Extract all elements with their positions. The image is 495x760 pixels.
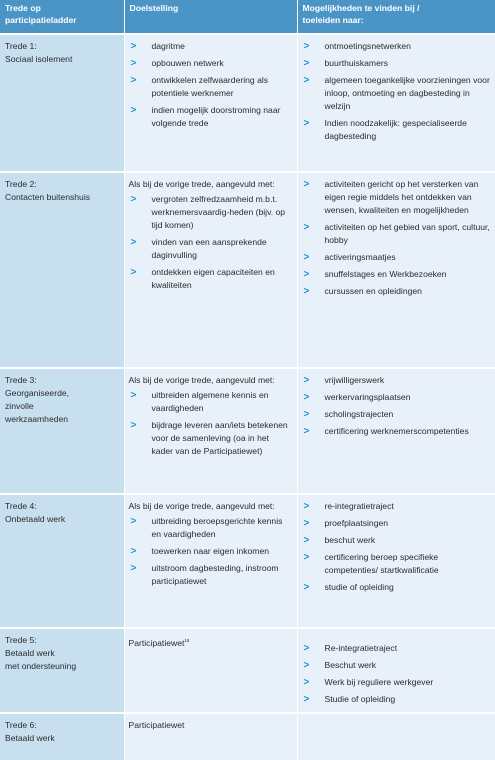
list-item-text: toewerken naar eigen inkomen — [151, 546, 270, 556]
list-item-text: algemeen toegankelijke voorzieningen voor inloop, ontmoeting en dagbesteding in welzijn — [324, 75, 490, 111]
goal-text: Participatiewet — [128, 637, 185, 648]
list-item — [129, 419, 293, 458]
list-item-text: snuffelstages en Werkbezoeken — [324, 269, 447, 279]
list-item — [302, 676, 492, 689]
opportunity-cell — [297, 494, 495, 628]
list-item-text: Studie of opleiding — [324, 694, 396, 704]
table-row — [0, 713, 495, 760]
list-item — [129, 40, 293, 53]
bullet-chevron-icon: > — [130, 75, 137, 86]
bullet-chevron-icon: > — [303, 694, 310, 705]
bullet-chevron-icon: > — [303, 501, 310, 512]
list-item — [129, 562, 293, 588]
list-item — [302, 40, 492, 53]
opportunity-cell — [297, 172, 495, 368]
list-item-text: Werk bij reguliere werkgever — [324, 677, 434, 687]
bullet-chevron-icon: > — [130, 105, 137, 116]
goal-cell — [124, 172, 297, 368]
bullet-chevron-icon: > — [130, 58, 137, 69]
bullet-chevron-icon: > — [130, 237, 137, 248]
list-item-text: Re-integratietraject — [324, 643, 398, 653]
list-item — [302, 285, 492, 298]
list-item-text: ontdekken eigen capaciteiten en kwaliteiten — [151, 267, 275, 290]
list-item — [302, 408, 492, 421]
list-item — [302, 74, 492, 113]
opportunity-list — [302, 178, 492, 298]
bullet-chevron-icon: > — [130, 546, 137, 557]
list-item-text: uitstroom dagbesteding, instroom participatiewet — [151, 563, 279, 586]
level-cell: Trede 5: Betaald werk met ondersteuning — [0, 628, 124, 713]
bullet-chevron-icon: > — [303, 392, 310, 403]
list-item-text: vinden van een aansprekende daginvulling — [151, 237, 267, 260]
list-item — [302, 517, 492, 530]
goal-list — [129, 40, 293, 130]
list-item-text: uitbreiden algemene kennis en vaardigheden — [151, 390, 269, 413]
table-row — [0, 628, 495, 713]
list-item — [129, 236, 293, 262]
list-item-text: bijdrage leveren aan/iets betekenen voor de samenleving (oa in het kader van de Participatiewet) — [151, 420, 288, 456]
list-item-text: proefplaatsingen — [324, 518, 389, 528]
list-item — [129, 193, 293, 232]
list-item — [302, 534, 492, 547]
bullet-chevron-icon: > — [303, 375, 310, 386]
list-item — [302, 581, 492, 594]
header-mogelijkheden: Mogelijkheden te vinden bij / toeleiden naar: — [297, 0, 495, 34]
list-item-text: ontmoetingsnetwerken — [324, 41, 411, 51]
list-item — [129, 389, 293, 415]
bullet-chevron-icon: > — [303, 582, 310, 593]
header-row — [0, 0, 495, 34]
list-item-text: re-integratietraject — [324, 501, 394, 511]
list-item-text: vrijwilligerswerk — [324, 375, 385, 385]
list-item-text: activiteiten op het gebied van sport, cultuur, hobby — [324, 222, 490, 245]
list-item — [302, 500, 492, 513]
bullet-chevron-icon: > — [303, 286, 310, 297]
opportunity-cell — [297, 628, 495, 713]
list-item — [302, 551, 492, 577]
list-item — [302, 268, 492, 281]
list-item-text: dagritme — [151, 41, 185, 51]
bullet-chevron-icon: > — [130, 563, 137, 574]
list-item — [129, 74, 293, 100]
list-item — [302, 251, 492, 264]
goal-intro: Als bij de vorige trede, aangevuld met: — [128, 375, 275, 385]
list-item — [302, 391, 492, 404]
goal-text: Participatiewet — [128, 720, 185, 730]
table-row — [0, 494, 495, 628]
level-cell: Trede 1: Sociaal isolement — [0, 34, 124, 172]
goal-list — [129, 193, 293, 292]
list-item — [302, 693, 492, 706]
table-row — [0, 172, 495, 368]
bullet-chevron-icon: > — [303, 409, 310, 420]
list-item — [302, 374, 492, 387]
list-item — [129, 104, 293, 130]
bullet-chevron-icon: > — [130, 390, 137, 401]
list-item — [302, 659, 492, 672]
bullet-chevron-icon: > — [130, 267, 137, 278]
list-item-text: Beschut werk — [324, 660, 377, 670]
bullet-chevron-icon: > — [303, 643, 310, 654]
bullet-chevron-icon: > — [130, 41, 137, 52]
goal-cell — [124, 494, 297, 628]
list-item — [302, 178, 492, 217]
list-item-text: cursussen en opleidingen — [324, 286, 422, 296]
list-item-text: buurthuiskamers — [324, 58, 389, 68]
bullet-chevron-icon: > — [130, 516, 137, 527]
goal-cell — [124, 34, 297, 172]
list-item-text: beschut werk — [324, 535, 376, 545]
list-item-text: certificering beroep specifieke competenties/ startkwalificatie — [324, 552, 439, 575]
header-trede: Trede op participatieladder — [0, 0, 124, 34]
list-item-text: studie of opleiding — [324, 582, 394, 592]
bullet-chevron-icon: > — [303, 252, 310, 263]
bullet-chevron-icon: > — [303, 41, 310, 52]
level-cell: Trede 3: Georganiseerde, zinvolle werkzaamheden — [0, 368, 124, 494]
bullet-chevron-icon: > — [303, 552, 310, 563]
list-item — [129, 57, 293, 70]
bullet-chevron-icon: > — [130, 420, 137, 431]
bullet-chevron-icon: > — [303, 660, 310, 671]
opportunity-list — [302, 40, 492, 143]
level-cell: Trede 6: Betaald werk — [0, 713, 124, 760]
goal-intro: Als bij de vorige trede, aangevuld met: — [128, 501, 275, 511]
opportunity-list — [302, 500, 492, 594]
opportunity-cell — [297, 34, 495, 172]
goal-list — [129, 515, 293, 588]
table-row — [0, 368, 495, 494]
list-item-text: opbouwen netwerk — [151, 58, 224, 68]
list-item-text: Indien noodzakelijk: gespecialiseerde dagbesteding — [324, 118, 467, 141]
footnote-marker: 18 — [184, 638, 190, 643]
bullet-chevron-icon: > — [130, 194, 137, 205]
bullet-chevron-icon: > — [303, 426, 310, 437]
list-item — [302, 117, 492, 143]
level-cell: Trede 2: Contacten buitenshuis — [0, 172, 124, 368]
list-item-text: ontwikkelen zelfwaardering als potentiele werknemer — [151, 75, 269, 98]
bullet-chevron-icon: > — [303, 518, 310, 529]
bullet-chevron-icon: > — [303, 222, 310, 233]
list-item — [302, 425, 492, 438]
list-item-text: activiteiten gericht op het versterken van eigen regie middels het ontdekken van wensen, kwaliteiten en mogelijkheden — [324, 179, 479, 215]
list-item — [302, 57, 492, 70]
opportunity-cell — [297, 713, 495, 760]
header-doelstelling: Doelstelling — [124, 0, 297, 34]
list-item — [302, 642, 492, 655]
list-item-text: werkervaringsplaatsen — [324, 392, 411, 402]
opportunity-list — [302, 374, 492, 438]
list-item-text: certificering werknemerscompetenties — [324, 426, 469, 436]
goal-intro: Als bij de vorige trede, aangevuld met: — [128, 179, 275, 189]
goal-list — [129, 389, 293, 458]
bullet-chevron-icon: > — [303, 677, 310, 688]
list-item — [302, 221, 492, 247]
list-item-text: scholingstrajecten — [324, 409, 394, 419]
list-item — [129, 515, 293, 541]
opportunity-list — [302, 642, 492, 706]
bullet-chevron-icon: > — [303, 269, 310, 280]
bullet-chevron-icon: > — [303, 75, 310, 86]
bullet-chevron-icon: > — [303, 179, 310, 190]
list-item-text: activeringsmaatjes — [324, 252, 396, 262]
list-item — [129, 266, 293, 292]
list-item-text: vergroten zelfredzaamheid m.b.t. werknemersvaardig-heden (bijv. op tijd komen) — [151, 194, 286, 230]
list-item-text: indien mogelijk doorstroming naar volgende trede — [151, 105, 281, 128]
goal-cell — [124, 368, 297, 494]
list-item-text: uitbreiding beroepsgerichte kennis en vaardigheden — [151, 516, 283, 539]
opportunity-cell — [297, 368, 495, 494]
goal-cell — [124, 713, 297, 760]
bullet-chevron-icon: > — [303, 118, 310, 129]
bullet-chevron-icon: > — [303, 58, 310, 69]
bullet-chevron-icon: > — [303, 535, 310, 546]
table-row — [0, 34, 495, 172]
level-cell: Trede 4: Onbetaald werk — [0, 494, 124, 628]
goal-cell — [124, 628, 297, 713]
list-item — [129, 545, 293, 558]
